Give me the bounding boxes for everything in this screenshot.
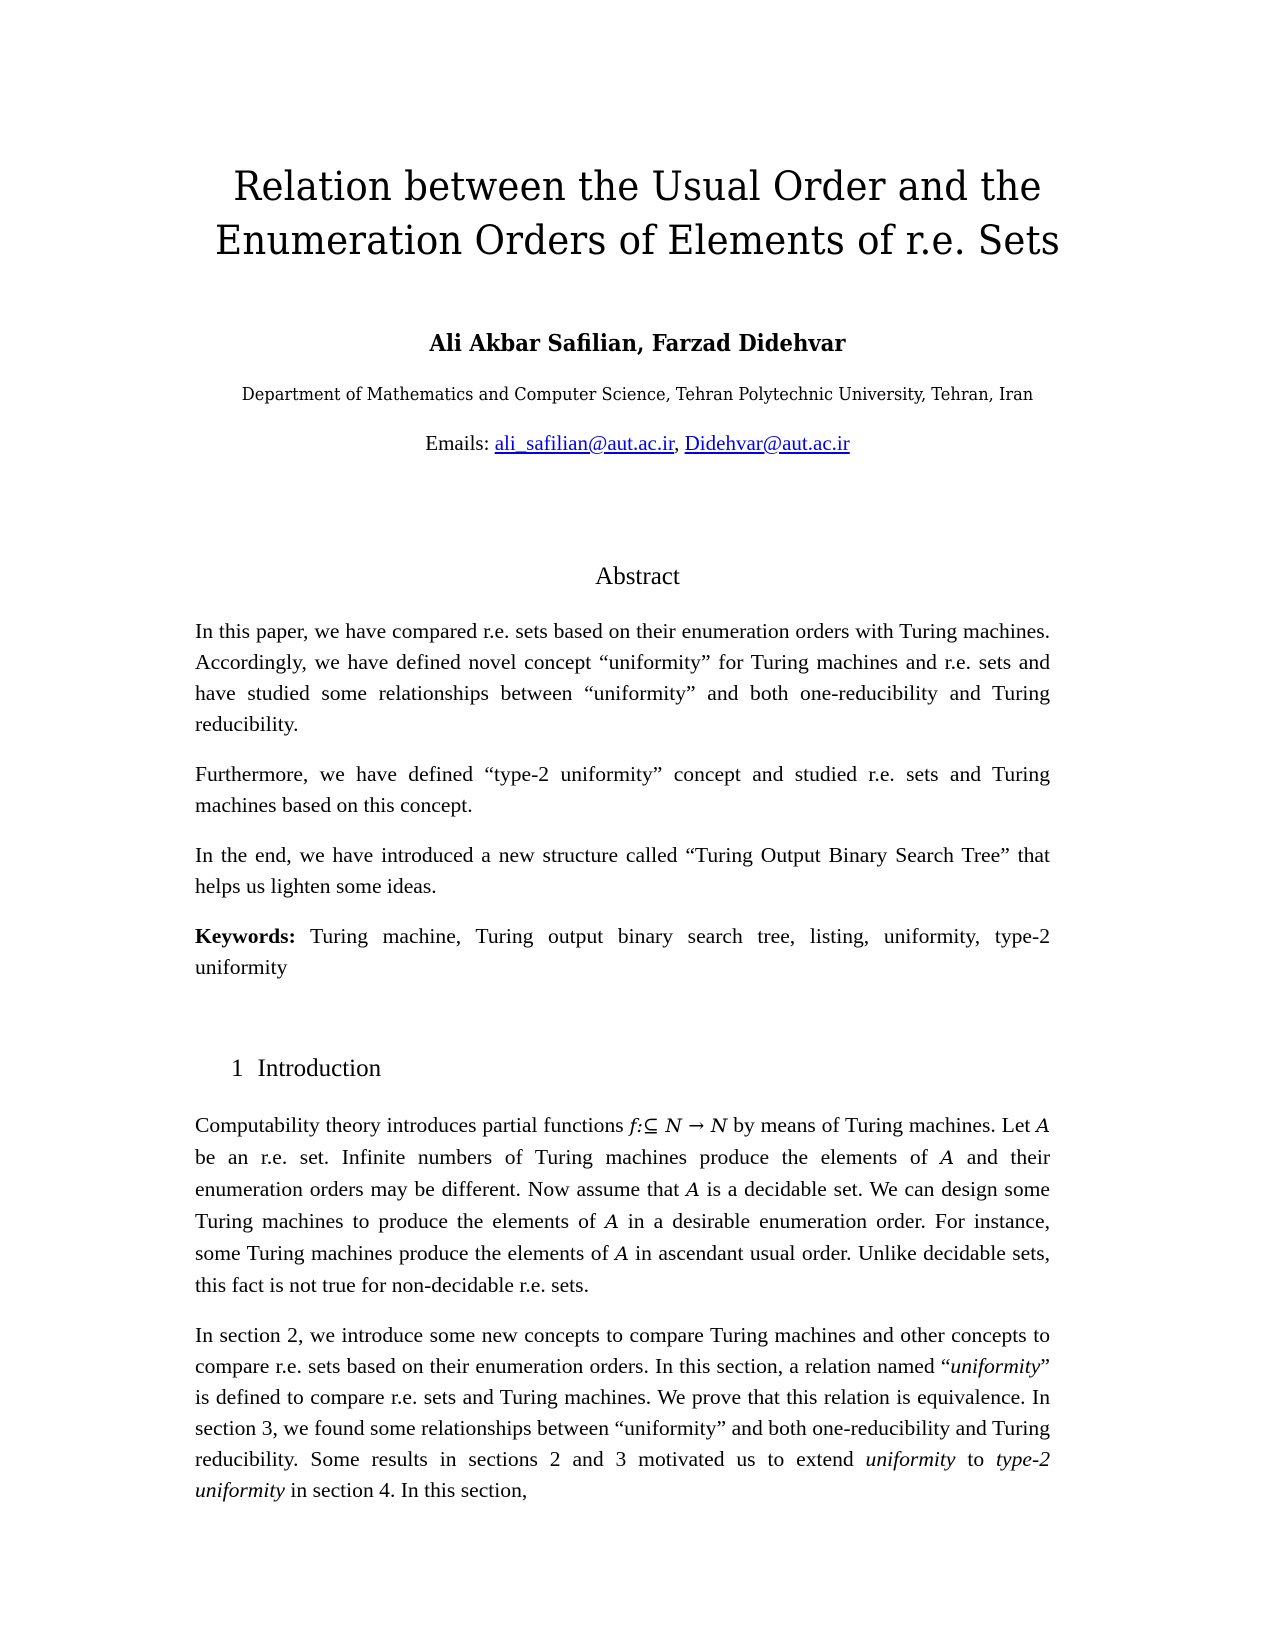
title-line-2: Enumeration Orders of Elements of r.e. Sets xyxy=(214,218,1061,264)
text: be an r.e. set. Infinite numbers of Turing machines produce the elements of xyxy=(195,1145,941,1169)
text: in ascendant usual order. Unlike decidable sets, this fact is not true for non-decidable r.e. sets. xyxy=(195,1241,1050,1297)
title-line-1: Relation between the Usual Order and the xyxy=(233,164,1042,210)
text: In section 2, we introduce some new concepts to compare Turing machines and other concepts to compare r.e. sets based on their enumeration orders. In this section, a relation named “ xyxy=(195,1323,1050,1378)
abstract-body xyxy=(195,616,1050,1002)
math-var: A xyxy=(940,1147,955,1169)
section-title: Introduction xyxy=(257,1055,382,1082)
intro-paragraph-2 xyxy=(195,1320,1050,1506)
math-var: A xyxy=(615,1243,629,1265)
email-separator: , xyxy=(674,431,685,455)
text: in section 4. In this section, xyxy=(284,1478,528,1502)
text: ” is defined to compare r.e. sets and Turing machines. We prove that this relation is equivalence. In section 3, we found some relationships between “uniformity” and both one-reducibility and Turing reducibility. Some results in sections 2 and 3 motivated us to extend xyxy=(195,1354,1050,1471)
keywords xyxy=(195,921,1050,983)
text: to xyxy=(955,1447,997,1471)
section-number: 1 xyxy=(231,1055,244,1082)
text: Computability theory introduces partial functions xyxy=(195,1113,630,1137)
intro-paragraph-1 xyxy=(195,1110,1050,1301)
authors: Ali Akbar Safilian, Farzad Didehvar xyxy=(429,330,846,357)
abstract-paragraph: In the end, we have introduced a new structure called “Turing Output Binary Search Tree” that helps us lighten some ideas. xyxy=(195,843,1050,898)
text: by means of Turing machines. Let xyxy=(727,1113,1037,1137)
keywords-label: Keywords: xyxy=(195,924,296,948)
math-function: f:⊆ N → N xyxy=(629,1115,728,1137)
section-heading xyxy=(231,1055,395,1083)
text: in a desirable enumeration order. For instance, some Turing machines produce the elements of xyxy=(195,1209,1050,1265)
abstract-paragraph: In this paper, we have compared r.e. sets based on their enumeration orders with Turing machines. Accordingly, we have defined novel concept “uniformity” for Turing machines and r.e. sets and have studied some relationships between “uniformity” and both one-reducibility and Turing reducibility. xyxy=(195,619,1050,736)
text: and their enumeration orders may be different. Now assume that xyxy=(195,1145,1051,1201)
email-link-2[interactable]: Didehvar@aut.ac.ir xyxy=(684,431,850,455)
introduction-body xyxy=(195,1110,1050,1525)
email-link-1[interactable]: ali_safilian@aut.ac.ir xyxy=(494,431,675,455)
keywords-text: Turing machine, Turing output binary search tree, listing, uniformity, type-2 uniformity xyxy=(195,924,1050,979)
math-var: A xyxy=(1036,1115,1050,1137)
math-var: A xyxy=(686,1179,700,1201)
math-var: A xyxy=(605,1211,619,1233)
text: is a decidable set. We can design some Turing machines to produce the elements of xyxy=(195,1177,1050,1233)
abstract-paragraph: Furthermore, we have defined “type-2 uniformity” concept and studied r.e. sets and Turing machines based on this concept. xyxy=(195,762,1050,817)
abstract-heading: Abstract xyxy=(595,563,680,590)
emphasis: uniformity xyxy=(950,1354,1041,1378)
emphasis: type-2 uniformity xyxy=(195,1447,1050,1502)
emails-label: Emails: xyxy=(425,431,495,455)
paper-title xyxy=(45,160,1231,268)
emails xyxy=(0,431,1275,456)
affiliation: Department of Mathematics and Computer Science, Tehran Polytechnic University, Tehran, Iran xyxy=(241,384,1034,405)
emphasis: uniformity xyxy=(865,1447,956,1471)
